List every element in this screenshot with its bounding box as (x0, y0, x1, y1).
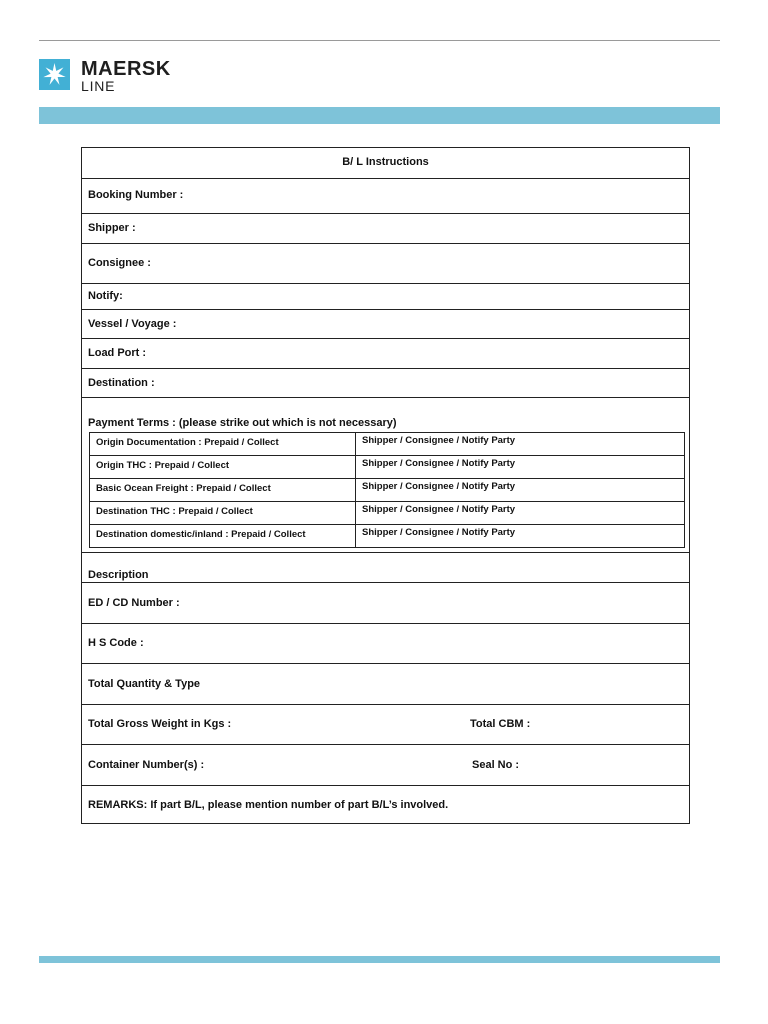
notify-field[interactable] (82, 284, 689, 310)
party-cell[interactable]: Shipper / Consignee / Notify Party (356, 433, 685, 456)
hs-code-field[interactable] (82, 624, 689, 664)
logo-subtitle: LINE (81, 78, 116, 94)
ed-cd-number-field[interactable] (82, 583, 689, 624)
top-divider (39, 40, 720, 41)
booking-number-field[interactable] (82, 179, 689, 214)
logo-wordmark: MAERSK (81, 58, 171, 80)
footer-band (39, 956, 720, 963)
ed-cd-number-label: ED / CD Number : (88, 597, 180, 609)
load-port-field[interactable] (82, 339, 689, 369)
hs-code-label: H S Code : (88, 637, 144, 649)
total-cbm-label: Total CBM : (470, 718, 531, 730)
maersk-logo (39, 59, 171, 93)
container-numbers-label: Container Number(s) : (88, 759, 205, 771)
consignee-field[interactable] (82, 244, 689, 284)
vessel-voyage-label: Vessel / Voyage : (88, 318, 177, 330)
payment-terms-table (89, 432, 685, 548)
seal-no-label: Seal No : (472, 759, 520, 771)
form-title-row (82, 148, 689, 179)
notify-label: Notify: (88, 290, 123, 302)
header-band (39, 107, 720, 124)
party-cell[interactable]: Shipper / Consignee / Notify Party (356, 502, 685, 525)
charge-cell[interactable]: Origin THC : Prepaid / Collect (90, 456, 356, 479)
party-cell[interactable]: Shipper / Consignee / Notify Party (356, 456, 685, 479)
destination-field[interactable] (82, 369, 689, 398)
container-seal-row[interactable] (82, 745, 689, 786)
load-port-label: Load Port : (88, 347, 147, 359)
party-cell[interactable]: Shipper / Consignee / Notify Party (356, 525, 685, 548)
weight-cbm-row[interactable] (82, 705, 689, 745)
form-title: B/ L Instructions (342, 156, 429, 168)
table-row (90, 525, 685, 548)
payment-terms-label: Payment Terms : (please strike out which is not necessary) (88, 417, 397, 429)
bl-instructions-form (81, 147, 690, 824)
consignee-label: Consignee : (88, 257, 151, 269)
booking-number-label: Booking Number : (88, 189, 184, 201)
charge-cell[interactable]: Origin Documentation : Prepaid / Collect (90, 433, 356, 456)
remarks-label: REMARKS: If part B/L, please mention number of part B/L’s involved. (88, 799, 449, 811)
description-field[interactable] (82, 553, 689, 583)
table-row (90, 479, 685, 502)
table-row (90, 433, 685, 456)
charge-cell[interactable]: Destination THC : Prepaid / Collect (90, 502, 356, 525)
total-gross-weight-label: Total Gross Weight in Kgs : (88, 718, 232, 730)
star-icon (39, 59, 70, 90)
table-row (90, 456, 685, 479)
party-cell[interactable]: Shipper / Consignee / Notify Party (356, 479, 685, 502)
shipper-label: Shipper : (88, 222, 136, 234)
vessel-voyage-field[interactable] (82, 310, 689, 339)
table-row (90, 502, 685, 525)
charge-cell[interactable]: Basic Ocean Freight : Prepaid / Collect (90, 479, 356, 502)
total-quantity-type-label: Total Quantity & Type (88, 678, 201, 690)
shipper-field[interactable] (82, 214, 689, 244)
charge-cell[interactable]: Destination domestic/inland : Prepaid / Collect (90, 525, 356, 548)
total-quantity-type-field[interactable] (82, 664, 689, 705)
description-label: Description (88, 569, 149, 581)
payment-terms-section (82, 398, 689, 553)
remarks-field[interactable] (82, 786, 689, 823)
destination-label: Destination : (88, 377, 155, 389)
